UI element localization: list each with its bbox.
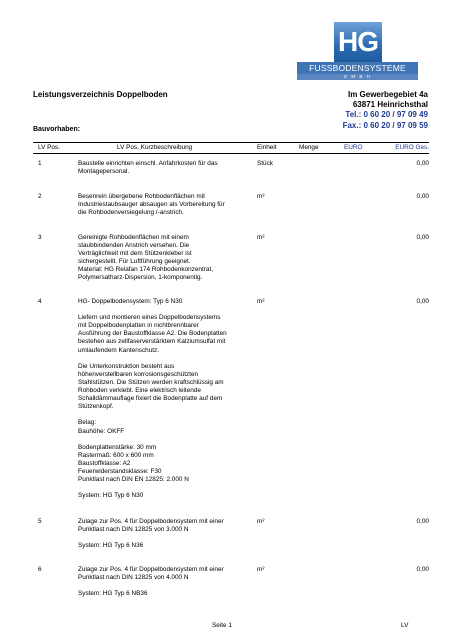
item-paragraph: System: HG Typ 6 N30 xyxy=(78,492,144,500)
footer-lv: LV xyxy=(401,622,409,629)
item-unit: m² xyxy=(257,298,265,305)
item-paragraph: Zulage zur Pos. 4 für Doppelbodensystem mit einer Punktlast nach DIN 12825 von 3.000 N xyxy=(78,518,224,534)
item-unit: m² xyxy=(257,518,265,525)
item-position: 3 xyxy=(38,234,42,241)
item-description xyxy=(78,518,236,558)
item-paragraph: Besenrein übergebene Rohbodenflächen mit Industriestaubsauger absaugen als Vorbereitung für die Rohbodenversiegelung /-anstrich. xyxy=(78,193,225,217)
item-position: 5 xyxy=(38,518,42,525)
col-lv-pos: LV Pos. xyxy=(38,144,60,151)
item-position: 1 xyxy=(38,160,42,167)
item-position: 2 xyxy=(38,193,42,200)
item-unit: m² xyxy=(257,566,265,573)
bauvorhaben-label: Bauvorhaben: xyxy=(33,126,81,133)
column-header-row xyxy=(33,142,429,154)
item-description xyxy=(78,160,236,184)
item-position: 6 xyxy=(38,566,42,573)
col-euro-ges: EURO Ges. xyxy=(395,144,429,151)
col-euro: EURO xyxy=(344,144,363,151)
page-number: Seite 1 xyxy=(212,622,232,629)
item-paragraph: Belag: Bauhöhe: OKFF xyxy=(78,419,125,435)
item-unit: m² xyxy=(257,234,265,241)
phone-number: Tel.: 0 60 20 / 97 09 49 xyxy=(345,110,428,120)
item-total: 0,00 xyxy=(416,298,429,305)
item-paragraph: Die Unterkonstruktion besteht aus höhenverstellbaren korrosionsgeschützten Stahlstützen. Die Stützen werden kraftschlüssig am Rohboden verklebt. Eine elektrisch leitende Schalldämmauflage fixiert die Bodenplatte auf dem Stützenkopf. xyxy=(78,362,224,411)
item-paragraph: Baustelle einrichten einschl. Anfahrkosten für das Montagepersonal. xyxy=(78,160,218,176)
address-street: Im Gewerbegebiet 4a xyxy=(347,90,428,99)
item-unit: Stück xyxy=(257,160,273,167)
item-paragraph: System: HG Typ 6 NB36 xyxy=(78,590,148,598)
item-total: 0,00 xyxy=(416,234,429,241)
item-description xyxy=(78,193,236,225)
item-paragraph: Gereinigte Rohbodenflächen mit einem staubbindenden Anstrich versehen. Die Verträglichkeit mit dem Stützenkleber ist sichergestellt. Für Luftführung geeignet. Material: HG Relafan 174 Rohbodenkonzentrat, Polymersatharz-Dispersion, 1-komponentig. xyxy=(78,234,213,282)
document-title: Leistungsverzeichnis Doppelboden xyxy=(33,90,168,99)
item-unit: m² xyxy=(257,193,265,200)
col-kurzbeschreibung: LV Pos. Kurzbeschreibung xyxy=(117,144,193,151)
item-paragraph: Liefern und montieren eines Doppelbodensystems mit Doppelbodenplatten in nichtbrennbarer Ausführung der Baustoffklasse A2. Die Bodenplatten bestehen aus zellfaserverstärktem Kalziumsulfat mit umlaufendem Kantenschutz. xyxy=(78,314,227,354)
item-total: 0,00 xyxy=(416,566,429,573)
company-address xyxy=(343,90,428,131)
item-total: 0,00 xyxy=(416,518,429,525)
logo-subline: G M B H xyxy=(297,74,418,80)
address-city: 63871 Heinrichsthal xyxy=(352,100,428,110)
item-description xyxy=(78,566,236,606)
col-menge: Menge xyxy=(299,144,319,151)
logo-wordmark: FUSSBODENSYSTEME xyxy=(297,62,418,74)
fax-number: Fax.: 0 60 20 / 97 09 59 xyxy=(342,120,428,130)
col-einheit: Einheit xyxy=(257,144,277,151)
item-paragraph: System: HG Typ 6 N36 xyxy=(78,542,144,550)
item-position: 4 xyxy=(38,298,42,305)
item-paragraph: Zulage zur Pos. 4 für Doppelbodensystem mit einer Punktlast nach DIN 12825 von 4.000 N xyxy=(78,566,224,582)
item-total: 0,00 xyxy=(416,193,429,200)
item-paragraph: HG- Doppelbodensystem: Typ 6 N30 xyxy=(78,298,183,305)
logo-mark: HG xyxy=(334,22,382,62)
item-paragraph: Bodenplattenstärke: 30 mm Rastermaß: 600 x 600 mm Baustoffklasse: A2 Feuerwiderstandsklasse: F30 Punktlast nach DIN EN 12825: 2.000 N xyxy=(78,443,189,484)
item-description xyxy=(78,234,236,291)
item-description xyxy=(78,298,236,508)
item-total: 0,00 xyxy=(416,160,429,167)
company-logo xyxy=(297,22,418,79)
